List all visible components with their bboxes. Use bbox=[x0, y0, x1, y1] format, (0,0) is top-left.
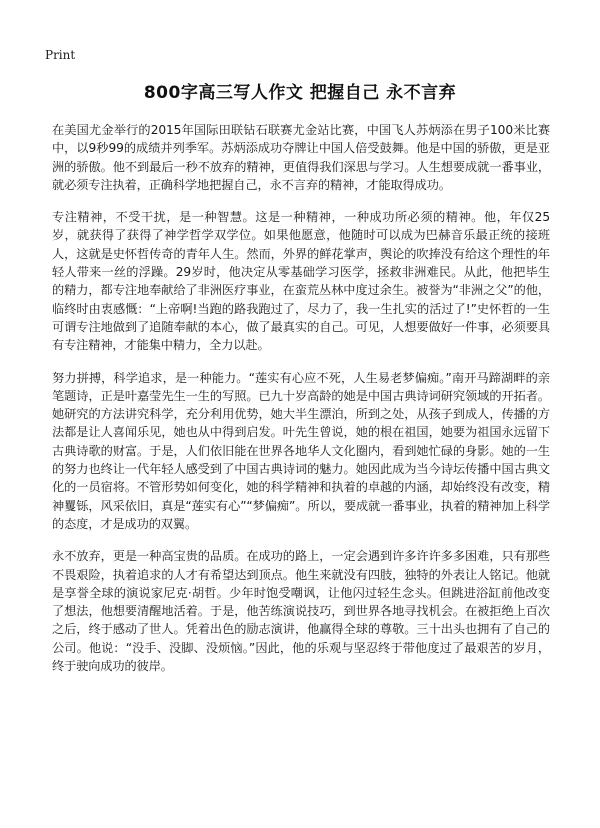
paragraph: 努力拼搏，科学追求，是一种能力。“莲实有心应不死，人生易老梦偏痴。”南开马蹄湖畔的亲笔题诗，正是叶嘉莹先生一生的写照。已九十岁高龄的她是中国古典诗词研究领域的开拓者。她研究的方法讲究科学，充分利用优势，她大半生漂泊，所到之处，从孩子到成人，传播的方法都是让人喜闻乐见，她也从中得到启发。叶先生曾说，她的根在祖国，她要为祖国永远留下古典诗歌的财富。于是，人们依旧能在世界各地华人文化圈内，看到她忙碌的身影。她的一生的努力也终让一代年轻人感受到了中国古典诗词的魅力。她因此成为当今诗坛传播中国古典文化的一员宿将。不管形势如何变化，她的科学精神和执着的卓越的内涵，却始终没有改变，精神矍铄，风采依旧，真是“莲实有心”“梦偏痴”。所以，要成就一番事业，执着的精神加上科学的态度，才是成功的双翼。 bbox=[52, 370, 550, 531]
print-link[interactable]: Print bbox=[45, 48, 76, 62]
article-title: 800字高三写人作文 把握自己 永不言弃 bbox=[143, 83, 457, 103]
paragraph: 在美国尤金举行的2015年国际田联钻石联赛尤金站比赛，中国飞人苏炳添在男子100米比赛中，以9秒99的成绩并列季军。苏炳添成功夺牌让中国人倍受鼓舞。他是中国的骄傲，更是亚洲的骄傲。他不到最后一秒不放弃的精神，更值得我们深思与学习。人生想要成就一番事业，就必须专注执着，正确科学地把握自己，永不言弃的精神，才能取得成功。 bbox=[52, 123, 550, 192]
paragraph: 专注精神，不受干扰，是一种智慧。这是一种精神，一种成功所必须的精神。他，年仅25岁，就获得了获得了神学哲学双学位。如果他愿意，他随时可以成为巴赫音乐最正统的接班人，这就是史怀哲传奇的青年人生。然而，外界的鲜花掌声，舆论的吹捧没有给这个理性的年轻人带来一丝的浮躁。29岁时，他决定从零基础学习医学，拯救非洲难民。从此，他把毕生的精力，都专注地奉献给了非洲医疗事业，在蛮荒丛林中度过余生。被誉为“非洲之父”的他，临终时由衷感慨：“上帝啊!当跑的路我跑过了，尽力了，我一生扎实的活过了!”史怀哲的一生可谓专注地做到了追随奉献的本心，做了最真实的自己。可见，人想要做好一件事，必须要具有专注精神，才能集中精力，全力以赴。 bbox=[52, 210, 550, 353]
paragraph: 永不放弃，更是一种高宝贵的品质。在成功的路上，一定会遇到许多许许多多困难，只有那些不畏艰险，执着追求的人才有希望达到顶点。他生来就没有四肢，独特的外表让人铭记。他就是享誉全球的演说家尼克·胡哲。少年时饱受嘲讽，让他闪过轻生念头。但跳进浴缸前他改变了想法，他想要清醒地活着。于是，他苦练演说技巧，到世界各地寻找机会。在被拒绝上百次之后，终于感动了世人。凭着出色的励志演讲，他赢得全球的尊敬。三十出头也拥有了自己的公司。他说：“没手、没脚、没烦恼。”因此，他的乐观与坚忍终于带他度过了最艰苦的岁月，终于驶向成功的彼岸。 bbox=[52, 549, 550, 674]
article-body bbox=[52, 121, 550, 689]
